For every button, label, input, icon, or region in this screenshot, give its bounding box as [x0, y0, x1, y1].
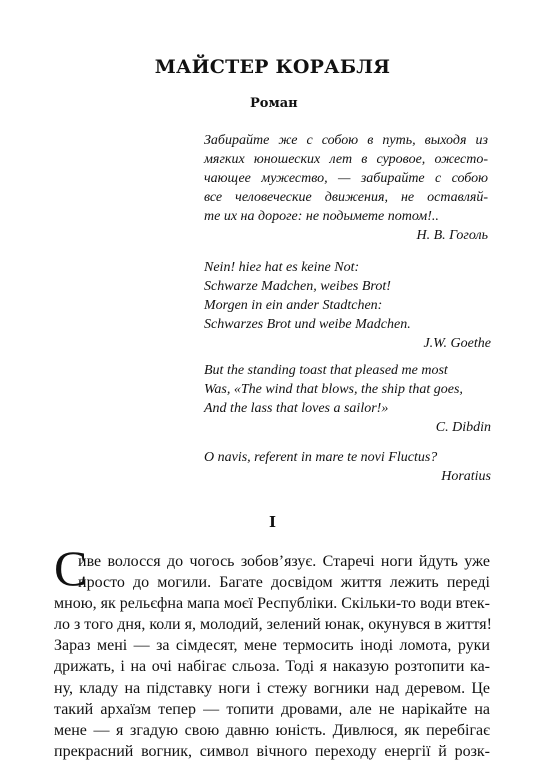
body-line: дрижать, і на очі набігає сльоза. Тоді я наказую розтопити ка- — [54, 658, 490, 676]
epigraph-line: Schwarzes Brot und weibe Madchen. — [204, 317, 411, 332]
genre-subtitle: Роман — [250, 96, 298, 111]
epigraph-line: Morgen in ein ander Stadtchen: — [204, 298, 383, 313]
epigraph-author: J.W. Goethe — [423, 336, 491, 351]
epigraph-gogol — [204, 131, 488, 245]
body-line: ну, кладу на підставку ноги і стежу вогники над деревом. Це — [54, 679, 490, 697]
epigraph-line: те их на дороге: не подымете потом!.. — [204, 209, 439, 224]
epigraph-horatius — [204, 448, 491, 486]
chapter-number: I — [268, 513, 277, 531]
body-line: Зараз мені — за сімдесят, мене термосить іноді ломота, руки — [54, 637, 490, 655]
drop-cap: С — [54, 540, 88, 596]
body-line: мною, як рельєфна мапа моєї Республіки. Скільки-то води втек- — [54, 595, 490, 613]
epigraph-line: Забирайте же с собою в путь, выходя из — [204, 133, 488, 148]
body-line: просто до могили. Багате досвідом життя лежить переді — [78, 574, 490, 592]
epigraph-line: чающее мужество, — забирайте с собою — [204, 171, 488, 186]
body-line: такий архаїзм тепер — топити дровами, але не нарікайте на — [54, 700, 490, 718]
epigraph-author: Н. В. Гоголь — [416, 228, 488, 243]
body-paragraph — [54, 551, 490, 762]
epigraph-line: Nein! hieг hat es keine Not: — [204, 260, 360, 275]
body-line: иве волосся до чогось зобов’язує. Старечі ноги йдуть уже — [78, 553, 490, 570]
body-line: прекрасний вогник, символ вічного переходу енергії й розк- — [54, 742, 490, 760]
epigraph-goethe — [204, 258, 491, 353]
epigraph-line: Schwarze Madchen, weibes Brot! — [204, 279, 391, 294]
epigraph-line: But the standing toast that pleased me most — [204, 363, 448, 378]
epigraph-line: Was, «The wind that blows, the ship that goes, — [204, 382, 463, 397]
body-line: мене — я згадую свою давню юність. Дивлюся, як перебігає — [54, 721, 490, 739]
body-line: ло з того дня, коли я, молодий, зелений юнак, окунувся в життя! — [54, 616, 492, 634]
novel-title: МАЙСТЕР КОРАБЛЯ — [154, 56, 391, 78]
epigraph-line: все человеческие движения, не оставляй- — [204, 190, 488, 205]
epigraph-author: C. Dibdin — [435, 420, 491, 435]
epigraph-line: O navis, referent in mare te novi Fluctus? — [204, 450, 438, 465]
epigraph-line: And the lass that loves a sailor!» — [204, 401, 389, 416]
epigraph-line: мягких юношеских лет в суровое, ожесто- — [204, 152, 488, 167]
epigraph-author: Horatius — [441, 469, 491, 484]
epigraph-dibdin — [204, 361, 491, 437]
